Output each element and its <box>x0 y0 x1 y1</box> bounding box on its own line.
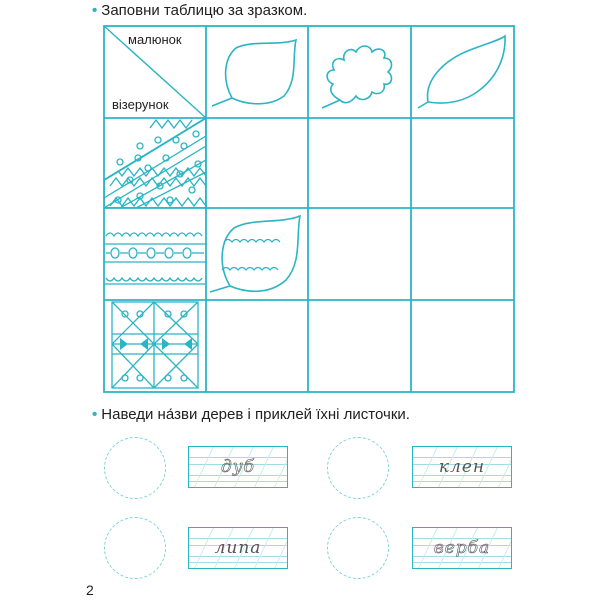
willow-leaf-icon <box>418 36 505 108</box>
tree-name-card[interactable] <box>188 446 288 488</box>
header-pattern-label: візерунок <box>112 97 169 112</box>
triangle-dot-pattern <box>104 118 212 208</box>
leaf-sticker-placeholder[interactable] <box>327 437 389 499</box>
task-2-text: Наведи на́зви дерев і приклей їхні листочки. <box>101 406 410 423</box>
tree-name-linden: липа <box>214 538 262 558</box>
wave-bead-pattern <box>104 233 206 284</box>
oak-leaf-icon <box>322 46 391 108</box>
task-1-text: Заповни таблицю за зразком. <box>101 2 308 19</box>
decorated-birch-leaf-icon <box>210 216 300 292</box>
bullet: • <box>92 2 98 19</box>
tree-name-card[interactable] <box>188 527 288 569</box>
tree-name-maple: клен <box>438 457 486 477</box>
triangle-dot-pattern-upper <box>104 118 212 180</box>
page-number: 2 <box>86 582 94 598</box>
leaf-sticker-placeholder[interactable] <box>327 517 389 579</box>
tree-name-oak: дуб <box>220 457 255 477</box>
leaf-sticker-placeholder[interactable] <box>104 437 166 499</box>
tree-name-card[interactable] <box>412 446 512 488</box>
tree-name-card[interactable] <box>412 527 512 569</box>
header-picture-label: малюнок <box>128 32 182 47</box>
birch-leaf-icon <box>212 40 296 106</box>
bullet: • <box>92 406 98 423</box>
tree-name-willow: верба <box>433 538 491 558</box>
task-2-instruction <box>92 406 410 423</box>
leaf-sticker-placeholder[interactable] <box>104 517 166 579</box>
